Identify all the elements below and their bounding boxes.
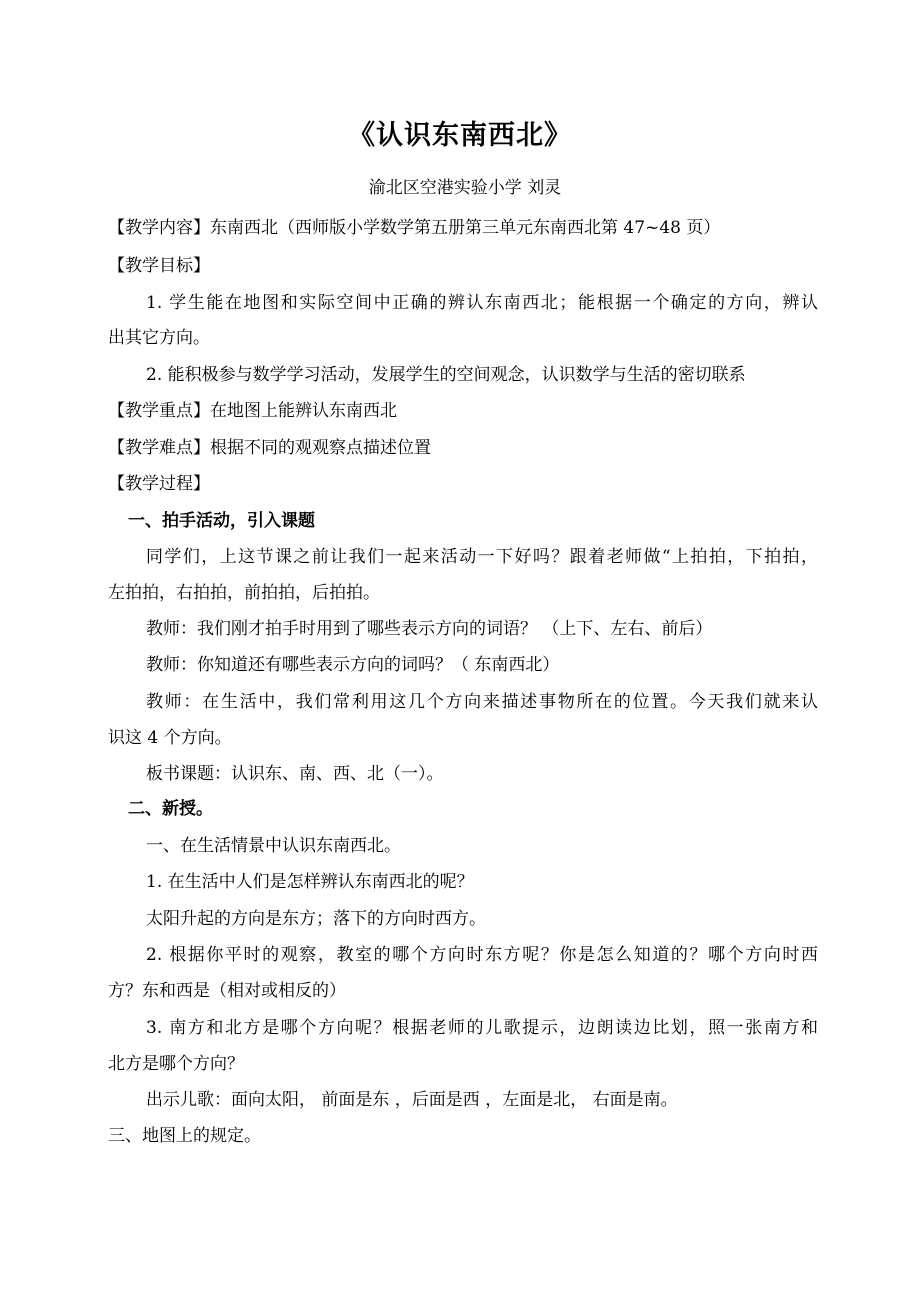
key-point: 【教学重点】在地图上能辨认东南西北	[108, 401, 397, 421]
section-3-heading: 三、地图上的规定。	[108, 1126, 261, 1146]
question-3-line-1: 3. 南方和北方是哪个方向呢？根据老师的儿歌提示，边朗读边比划，照一张南方和	[146, 1018, 818, 1038]
answer-1: 太阳升起的方向是东方；落下的方向时西方。	[146, 909, 486, 929]
teaching-content: 【教学内容】东南西北（西师版小学数学第五册第三单元东南西北第 47~48 页）	[108, 218, 721, 238]
question-3-line-2: 北方是哪个方向？	[108, 1054, 244, 1074]
paragraph-1-line-1: 同学们，上这节课之前让我们一起来活动一下好吗？跟着老师做“上拍拍，下拍拍，	[146, 547, 818, 567]
question-1: 1. 在生活中人们是怎样辨认东南西北的呢？	[146, 872, 474, 892]
page-title: 《认识东南西北》	[348, 120, 572, 151]
author-line: 渝北区空港实验小学 刘灵	[368, 178, 562, 198]
goal-1-line-2: 出其它方向。	[108, 328, 210, 348]
paragraph-4-line-2: 识这 4 个方向。	[108, 728, 232, 748]
section-1-heading: 一、拍手活动，引入课题	[128, 511, 315, 531]
question-2-line-2: 方？东和西是（相对或相反的）	[108, 981, 346, 1001]
paragraph-4-line-1: 教师：在生活中，我们常利用这几个方向来描述事物所在的位置。今天我们就来认	[146, 692, 818, 712]
teaching-process-label: 【教学过程】	[108, 474, 210, 494]
goal-1-line-1: 1. 学生能在地图和实际空间中正确的辨认东南西北；能根据一个确定的方向，辨认	[146, 293, 818, 313]
goal-2: 2. 能积极参与数学学习活动，发展学生的空间观念，认识数学与生活的密切联系	[146, 365, 746, 385]
paragraph-5: 板书课题：认识东、南、西、北（一）。	[146, 764, 444, 784]
difficulty: 【教学难点】根据不同的观观察点描述位置	[108, 438, 431, 458]
paragraph-2: 教师：我们刚才拍手时用到了哪些表示方向的词语？ （上下、左右、前后）	[146, 619, 713, 639]
paragraph-1-line-2: 左拍拍，右拍拍，前拍拍，后拍拍。	[108, 583, 380, 603]
section-2-heading: 二、新授。	[128, 799, 213, 819]
song-text: 出示儿歌：面向太阳， 前面是东 ，后面是西 ，左面是北， 右面是南。	[146, 1090, 678, 1110]
question-2-line-1: 2. 根据你平时的观察，教室的哪个方向时东方呢？你是怎么知道的？哪个方向时西	[146, 945, 818, 965]
section-2-intro: 一、在生活情景中认识东南西北。	[146, 836, 401, 856]
paragraph-3: 教师：你知道还有哪些表示方向的词吗？（ 东南西北）	[146, 655, 560, 675]
teaching-goals-label: 【教学目标】	[108, 256, 210, 276]
